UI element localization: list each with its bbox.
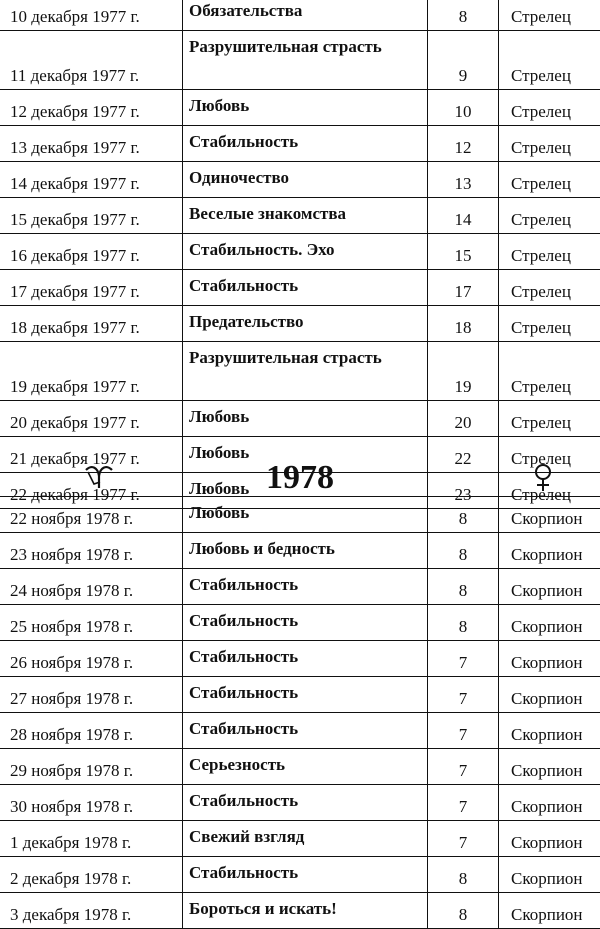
table-row — [0, 605, 600, 641]
table-row — [0, 31, 600, 90]
number-cell: 8 — [428, 0, 499, 31]
number-cell: 15 — [428, 234, 499, 270]
event-cell: Любовь и бедность — [183, 533, 428, 569]
event-cell: Разрушительная страсть — [183, 342, 428, 401]
table-row — [0, 533, 600, 569]
sign-cell: Стрелец — [499, 90, 600, 126]
date-cell: 23 ноября 1978 г. — [0, 533, 183, 569]
date-cell: 14 декабря 1977 г. — [0, 162, 183, 198]
event-cell: Стабильность — [183, 641, 428, 677]
sign-cell: Стрелец — [499, 0, 600, 31]
table-row — [0, 821, 600, 857]
event-cell: Стабильность — [183, 126, 428, 162]
sign-cell: Стрелец — [499, 162, 600, 198]
sign-cell: Стрелец — [499, 437, 600, 473]
number-cell: 12 — [428, 126, 499, 162]
table-row — [0, 0, 600, 31]
date-cell: 13 декабря 1977 г. — [0, 126, 183, 162]
sign-cell: Скорпион — [499, 677, 600, 713]
number-cell: 19 — [428, 342, 499, 401]
table-1978-body — [0, 497, 600, 929]
event-cell: Любовь — [183, 90, 428, 126]
number-cell: 14 — [428, 198, 499, 234]
event-cell: Разрушительная страсть — [183, 31, 428, 90]
number-cell: 8 — [428, 569, 499, 605]
year-title: 1978 — [0, 458, 600, 498]
event-cell: Веселые знакомства — [183, 198, 428, 234]
event-cell: Любовь — [183, 473, 428, 509]
sign-cell: Скорпион — [499, 857, 600, 893]
event-cell: Любовь — [183, 401, 428, 437]
table-row — [0, 126, 600, 162]
date-cell: 2 декабря 1978 г. — [0, 857, 183, 893]
sign-cell: Скорпион — [499, 785, 600, 821]
number-cell: 9 — [428, 31, 499, 90]
date-cell: 29 ноября 1978 г. — [0, 749, 183, 785]
date-cell: 20 декабря 1977 г. — [0, 401, 183, 437]
table-row — [0, 857, 600, 893]
sign-cell: Стрелец — [499, 234, 600, 270]
sign-cell: Скорпион — [499, 569, 600, 605]
table-row — [0, 785, 600, 821]
sign-cell: Стрелец — [499, 473, 600, 509]
table-row — [0, 401, 600, 437]
number-cell: 8 — [428, 893, 499, 929]
event-cell: Стабильность — [183, 713, 428, 749]
date-cell: 21 декабря 1977 г. — [0, 437, 183, 473]
date-cell: 18 декабря 1977 г. — [0, 306, 183, 342]
sign-cell: Стрелец — [499, 401, 600, 437]
number-cell: 7 — [428, 785, 499, 821]
date-cell: 26 ноября 1978 г. — [0, 641, 183, 677]
table-row — [0, 749, 600, 785]
event-cell: Предательство — [183, 306, 428, 342]
table-row — [0, 90, 600, 126]
event-cell: Одиночество — [183, 162, 428, 198]
table-1978 — [0, 496, 600, 929]
date-cell: 27 ноября 1978 г. — [0, 677, 183, 713]
date-cell: 30 ноября 1978 г. — [0, 785, 183, 821]
date-cell: 10 декабря 1977 г. — [0, 0, 183, 31]
table-row — [0, 306, 600, 342]
sign-cell: Стрелец — [499, 198, 600, 234]
number-cell: 7 — [428, 713, 499, 749]
sign-cell: Скорпион — [499, 821, 600, 857]
number-cell: 7 — [428, 641, 499, 677]
table-row — [0, 234, 600, 270]
number-cell: 7 — [428, 821, 499, 857]
sign-cell: Скорпион — [499, 497, 600, 533]
sign-cell: Скорпион — [499, 713, 600, 749]
number-cell: 8 — [428, 605, 499, 641]
number-cell: 7 — [428, 677, 499, 713]
date-cell: 22 декабря 1977 г. — [0, 473, 183, 509]
number-cell: 22 — [428, 437, 499, 473]
date-cell: 25 ноября 1978 г. — [0, 605, 183, 641]
date-cell: 28 ноября 1978 г. — [0, 713, 183, 749]
event-cell: Любовь — [183, 497, 428, 533]
table-row — [0, 569, 600, 605]
number-cell: 8 — [428, 497, 499, 533]
sign-cell: Стрелец — [499, 306, 600, 342]
event-cell: Любовь — [183, 437, 428, 473]
date-cell: 22 ноября 1978 г. — [0, 497, 183, 533]
event-cell: Стабильность — [183, 569, 428, 605]
event-cell: Стабильность — [183, 270, 428, 306]
table-row — [0, 198, 600, 234]
number-cell: 17 — [428, 270, 499, 306]
year-header — [0, 458, 600, 496]
table-row — [0, 713, 600, 749]
number-cell: 7 — [428, 749, 499, 785]
number-cell: 10 — [428, 90, 499, 126]
table-row — [0, 677, 600, 713]
event-cell: Обязательства — [183, 0, 428, 31]
date-cell: 19 декабря 1977 г. — [0, 342, 183, 401]
event-cell: Бороться и искать! — [183, 893, 428, 929]
event-cell: Серьезность — [183, 749, 428, 785]
date-cell: 15 декабря 1977 г. — [0, 198, 183, 234]
event-cell: Стабильность. Эхо — [183, 234, 428, 270]
number-cell: 8 — [428, 533, 499, 569]
number-cell: 8 — [428, 857, 499, 893]
number-cell: 20 — [428, 401, 499, 437]
event-cell: Стабильность — [183, 857, 428, 893]
sign-cell: Стрелец — [499, 270, 600, 306]
table-row — [0, 497, 600, 533]
sign-cell: Скорпион — [499, 533, 600, 569]
table-row — [0, 641, 600, 677]
number-cell: 13 — [428, 162, 499, 198]
date-cell: 17 декабря 1977 г. — [0, 270, 183, 306]
date-cell: 16 декабря 1977 г. — [0, 234, 183, 270]
date-cell: 24 ноября 1978 г. — [0, 569, 183, 605]
sign-cell: Стрелец — [499, 342, 600, 401]
sign-cell: Скорпион — [499, 893, 600, 929]
event-cell: Стабильность — [183, 677, 428, 713]
sign-cell: Скорпион — [499, 641, 600, 677]
venus-icon — [528, 462, 558, 492]
table-row — [0, 893, 600, 929]
number-cell: 23 — [428, 473, 499, 509]
sign-cell: Скорпион — [499, 749, 600, 785]
number-cell: 18 — [428, 306, 499, 342]
table-row — [0, 270, 600, 306]
table-row — [0, 342, 600, 401]
event-cell: Стабильность — [183, 605, 428, 641]
date-cell: 1 декабря 1978 г. — [0, 821, 183, 857]
date-cell: 11 декабря 1977 г. — [0, 31, 183, 90]
table-row — [0, 162, 600, 198]
sign-cell: Скорпион — [499, 605, 600, 641]
event-cell: Стабильность — [183, 785, 428, 821]
event-cell: Свежий взгляд — [183, 821, 428, 857]
sign-cell: Стрелец — [499, 31, 600, 90]
sign-cell: Стрелец — [499, 126, 600, 162]
date-cell: 3 декабря 1978 г. — [0, 893, 183, 929]
date-cell: 12 декабря 1977 г. — [0, 90, 183, 126]
